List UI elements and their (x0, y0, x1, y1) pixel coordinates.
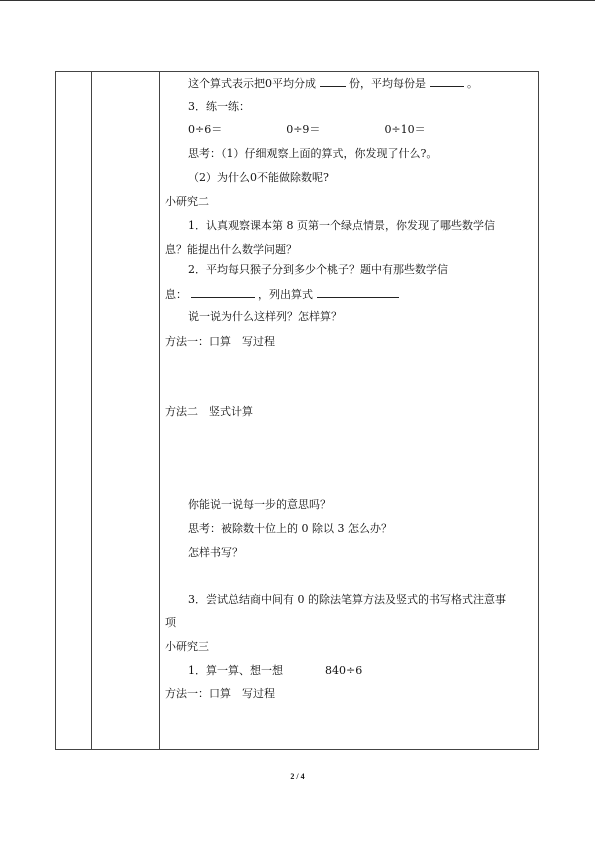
study-2-item-3: 3．尝试总结商中间有 0 的除法笔算方法及竖式的书写格式注意事 (188, 593, 506, 606)
section-heading-study-2: 小研究二 (165, 195, 209, 208)
explain-prompt: 说一说为什么这样列？怎样算？ (188, 310, 342, 323)
study-3-item-1: 1．算一算、想一想 840÷6 (188, 664, 363, 677)
equation-0-div-6: 0÷6＝ (188, 123, 223, 136)
study-2-item-3-cont: 项 (165, 616, 176, 629)
explain-steps-prompt: 你能说一说每一步的意思吗？ (188, 498, 331, 511)
think-question-1: 思考：（1）仔细观察上面的算式，你发现了什么?。 (188, 147, 438, 160)
line-zero-division-meaning: 这个算式表示把0平均分成 份，平均每份是 。 (188, 77, 478, 90)
equation-0-div-10: 0÷10＝ (384, 123, 426, 136)
method-1-oral: 方法一：口算 写过程 (165, 335, 275, 348)
practice-heading: 3．练一练： (188, 100, 250, 113)
table-column-divider-1 (91, 71, 92, 750)
study-2-item-2: 2．平均每只猴子分到多少个桃子？题中有那些数学信 (188, 263, 448, 276)
study-2-item-1: 1．认真观察课本第 8 页第一个绿点情景，你发现了哪些数学信 (188, 219, 495, 232)
answer-blank-info (191, 286, 255, 298)
how-to-write: 怎样书写？ (188, 546, 243, 559)
section-heading-study-3: 小研究三 (165, 640, 209, 653)
page-number: 2 / 4 (290, 772, 305, 781)
table-column-divider-2 (159, 71, 160, 750)
study-3-method-1: 方法一：口算 写过程 (165, 687, 275, 700)
method-2-vertical: 方法二 竖式计算 (165, 405, 253, 418)
practice-equations (188, 123, 426, 137)
study-2-item-2-cont: 息： ，列出算式 (165, 286, 399, 302)
answer-blank-parts (320, 75, 346, 87)
study-2-item-1-cont: 息？能提出什么数学问题？ (165, 243, 297, 256)
equation-0-div-9: 0÷9＝ (286, 123, 321, 136)
answer-blank-each-part (430, 75, 464, 87)
think-tens-zero: 思考：被除数十位上的 0 除以 3 怎么办？ (188, 522, 392, 535)
header-rule (0, 0, 595, 1)
equation-840-div-6: 840÷6 (325, 664, 363, 677)
think-question-2: （2）为什么0不能做除数呢? (188, 171, 329, 184)
answer-blank-equation (317, 286, 399, 298)
